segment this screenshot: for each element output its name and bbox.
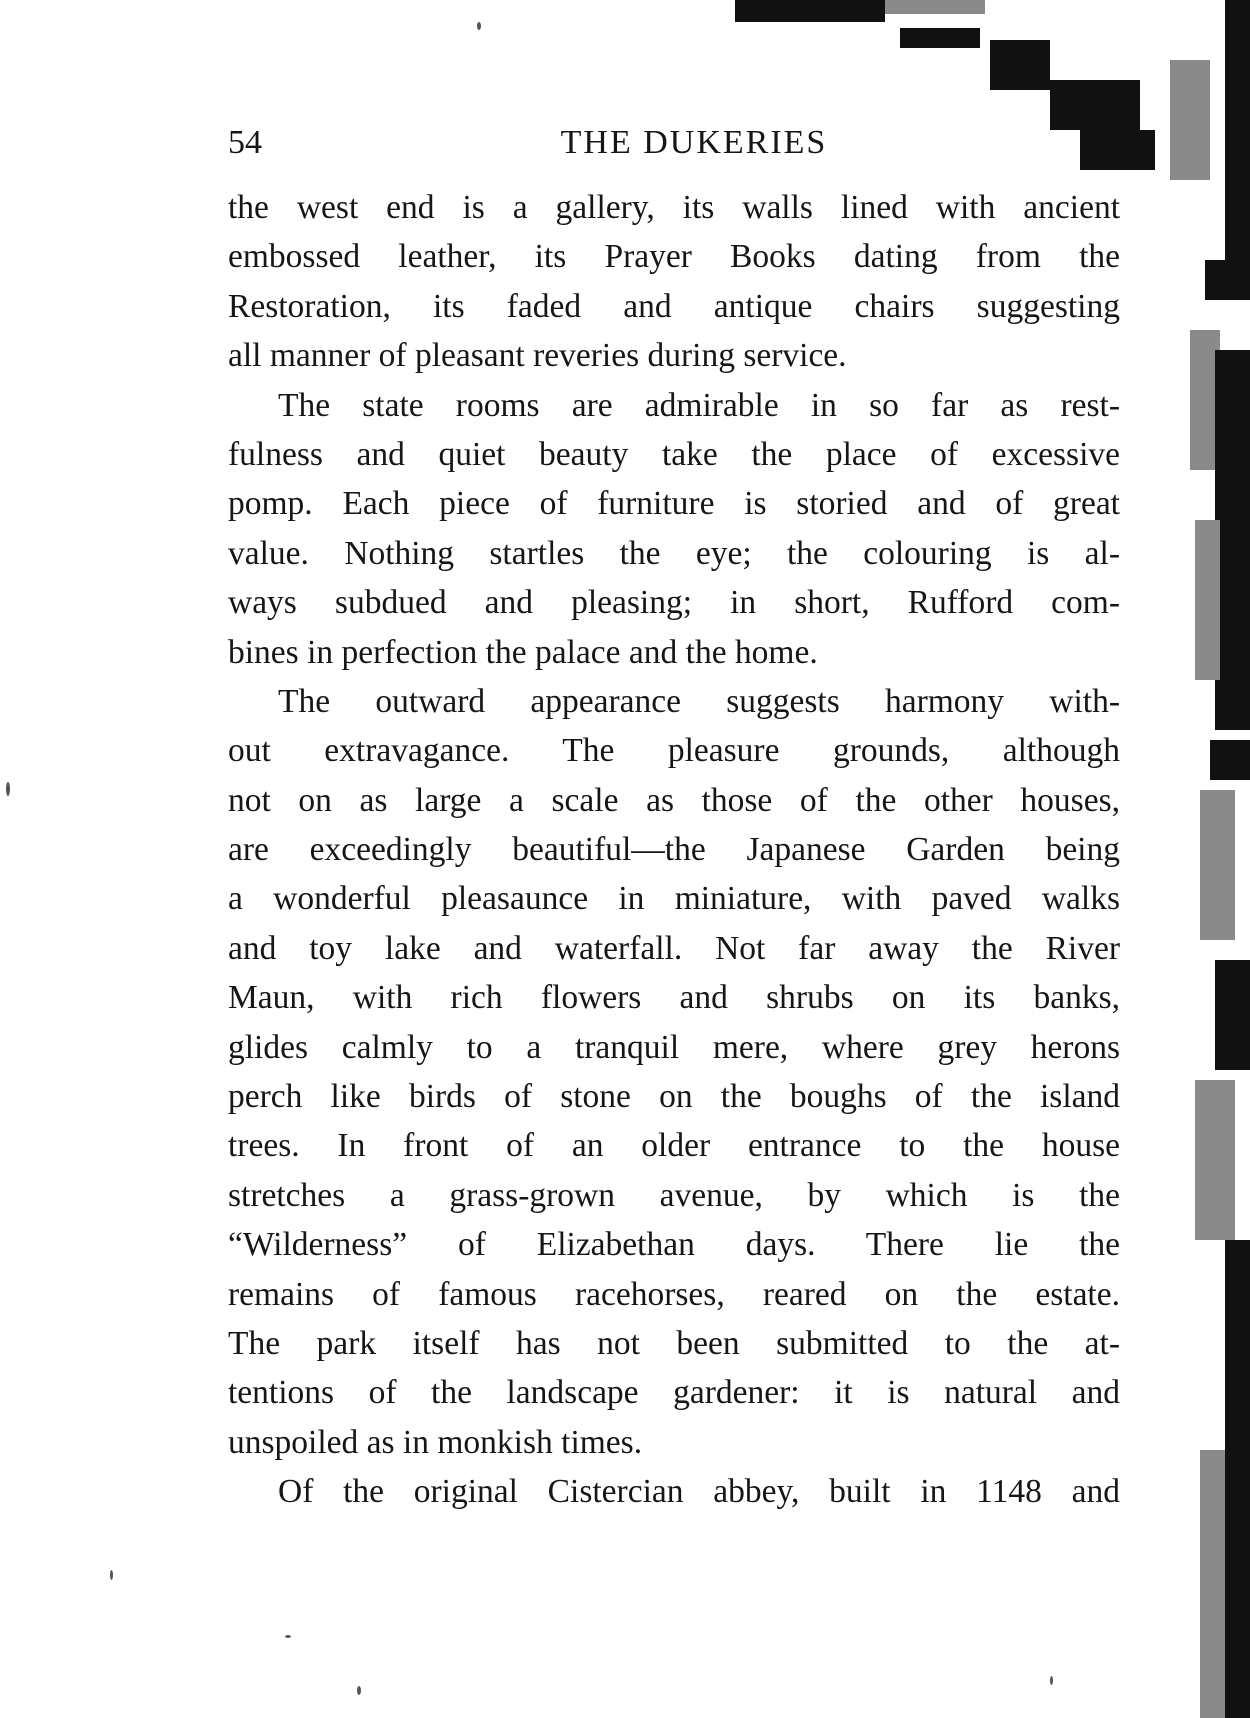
text-line: embossed leather, its Prayer Books dating from the: [228, 238, 1120, 276]
text-line: a wonderful pleasaunce in miniature, with paved walks: [228, 880, 1120, 918]
text-line: tentions of the landscape gardener: it is natural and: [228, 1374, 1120, 1412]
text-line: Maun, with rich flowers and shrubs on its banks,: [228, 979, 1120, 1017]
text-line: Restoration, its faded and antique chairs suggesting: [228, 287, 1120, 325]
text-line: glides calmly to a tranquil mere, where grey herons: [228, 1028, 1120, 1066]
text-line: Of the original Cistercian abbey, built in 1148 and: [278, 1473, 1120, 1511]
text-line: The park itself has not been submitted to the at-: [228, 1324, 1120, 1362]
text-line: trees. In front of an older entrance to the house: [228, 1127, 1120, 1165]
text-line: ways subdued and pleasing; in short, Rufford com-: [228, 584, 1120, 622]
text-line: not on as large a scale as those of the other houses,: [228, 781, 1120, 819]
page-number: 54: [228, 124, 262, 161]
text-line: The outward appearance suggests harmony with-: [278, 682, 1120, 720]
text-line: fulness and quiet beauty take the place of excessive: [228, 435, 1120, 473]
running-title: THE DUKERIES: [560, 124, 828, 161]
text-line: perch like birds of stone on the boughs of the island: [228, 1078, 1120, 1116]
text-line: “Wilderness” of Elizabethan days. There lie the: [228, 1226, 1120, 1264]
text-line: bines in perfection the palace and the home.: [228, 633, 818, 671]
text-line: stretches a grass-grown avenue, by which is the: [228, 1176, 1120, 1214]
body-text: [228, 183, 1120, 1517]
text-line: unspoiled as in monkish times.: [228, 1423, 643, 1461]
text-line: The state rooms are admirable in so far as rest-: [278, 386, 1120, 424]
text-line: remains of famous racehorses, reared on the estate.: [228, 1275, 1120, 1313]
text-line: are exceedingly beautiful—the Japanese Garden being: [228, 831, 1120, 869]
text-line: out extravagance. The pleasure grounds, although: [228, 732, 1120, 770]
text-line: the west end is a gallery, its walls lined with ancient: [228, 189, 1120, 226]
text-line: and toy lake and waterfall. Not far away the River: [228, 929, 1120, 967]
running-head: [228, 118, 1120, 168]
text-line: all manner of pleasant reveries during service.: [228, 337, 847, 375]
text-line: pomp. Each piece of furniture is storied and of great: [228, 485, 1120, 523]
text-line: value. Nothing startles the eye; the colouring is al-: [228, 534, 1120, 572]
